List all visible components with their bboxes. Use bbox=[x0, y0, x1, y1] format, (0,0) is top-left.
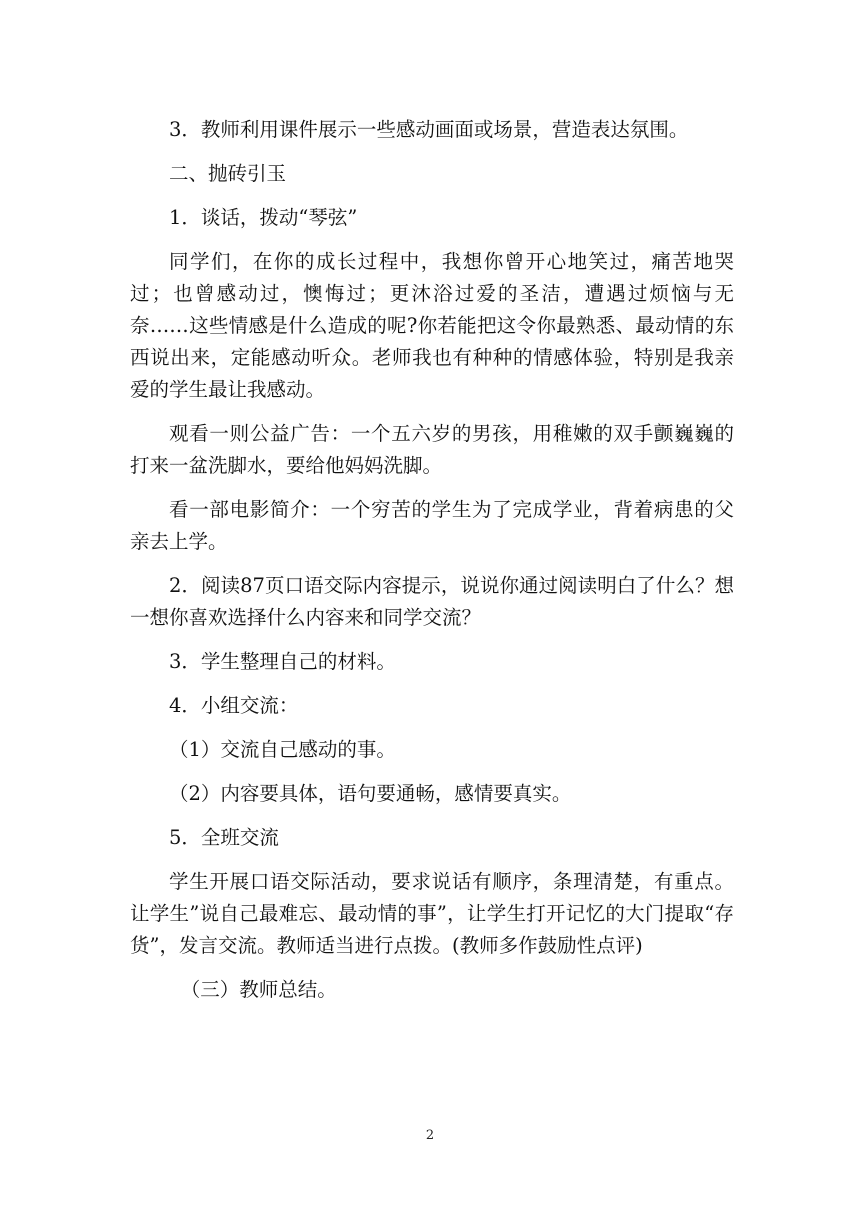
paragraph-courseware-display: 3．教师利用课件展示一些感动画面或场景，营造表达氛围。 bbox=[169, 118, 689, 141]
page-number: 2 bbox=[425, 1128, 435, 1143]
paragraph-group-exchange: 4．小组交流： bbox=[169, 694, 299, 717]
heading-section-two: 二、抛砖引玉 bbox=[169, 162, 287, 185]
heading-teacher-summary: （三）教师总结。 bbox=[180, 978, 337, 1001]
paragraph-public-ad: 观看一则公益广告：一个五六岁的男孩，用稚嫩的双手颤巍巍的打来一盆洗脚水，要给他妈妈洗脚。 bbox=[130, 422, 734, 477]
paragraph-organize-materials: 3．学生整理自己的材料。 bbox=[169, 650, 396, 673]
paragraph-reading-tips: 2．阅读87页口语交际内容提示，说说你通过阅读明白了什么？想一想你喜欢选择什么内容来和同学交流？ bbox=[130, 574, 734, 629]
list-item-content-requirements: （2）内容要具体，语句要通畅，感情要真实。 bbox=[169, 782, 572, 805]
document-body bbox=[130, 114, 734, 1018]
paragraph-class-exchange: 5．全班交流 bbox=[169, 826, 279, 849]
paragraph-teacher-talk: 同学们，在你的成长过程中，我想你曾开心地笑过，痛苦地哭过；也曾感动过，懊悔过；更沐浴过爱的圣洁，遭遇过烦恼与无奈……这些情感是什么造成的呢?你若能把这令你最熟悉、最动情的东西说出来，定能感动听众。老师我也有种种的情感体验，特别是我亲爱的学生最让我感动。 bbox=[130, 250, 734, 401]
subheading-talk: 1．谈话，拨动“琴弦” bbox=[169, 206, 358, 229]
list-item-exchange-stories: （1）交流自己感动的事。 bbox=[169, 738, 396, 761]
paragraph-oral-activity: 学生开展口语交际活动，要求说话有顺序，条理清楚，有重点。让学生”说自己最难忘、最动情的事”，让学生打开记忆的大门提取“存货”，发言交流。教师适当进行点拨。(教师多作鼓励性点评) bbox=[130, 870, 734, 957]
paragraph-movie-intro: 看一部电影简介：一个穷苦的学生为了完成学业，背着病患的父亲去上学。 bbox=[130, 498, 734, 553]
